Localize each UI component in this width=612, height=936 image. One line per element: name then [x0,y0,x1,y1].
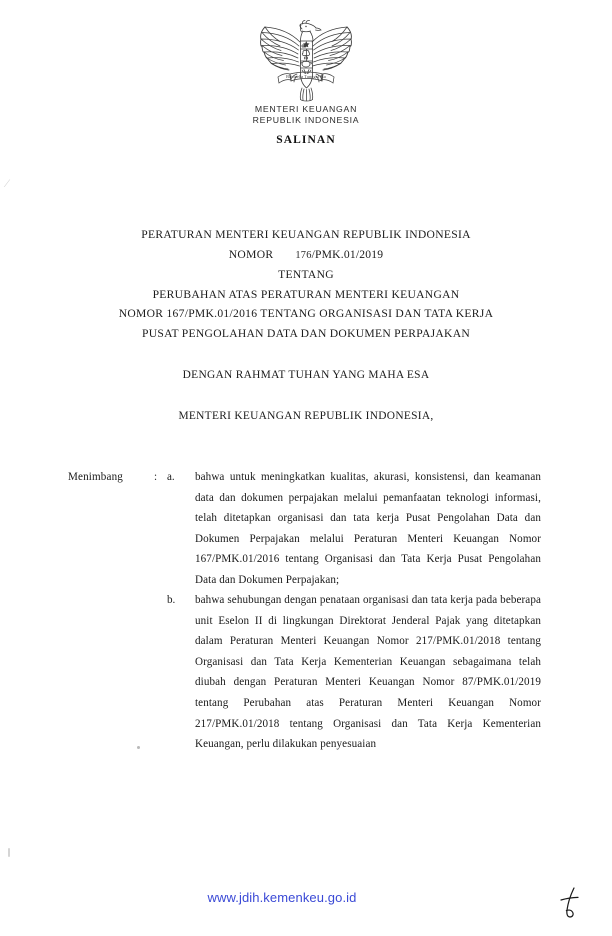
scan-speck-artifact [8,848,10,857]
authority-line: MENTERI KEUANGAN REPUBLIK INDONESIA, [178,410,434,422]
title-line-4: PERUBAHAN ATAS PERATURAN MENTERI KEUANGAN [152,287,460,301]
copy-stamp: SALINAN [276,134,336,146]
title-line-1: PERATURAN MENTERI KEUANGAN REPUBLIK INDONESIA [141,228,471,241]
nomor-label: NOMOR [228,247,274,261]
scan-edge-artifact: ⁄ [6,176,9,190]
considering-text-a: bahwa untuk meningkatkan kualitas, akurasi, konsistensi, dan keamanan data dan dokumen perpajakan melalui pemanfaatan teknologi informasi, telah ditetapkan organisasi dan tata kerja Pusat Pengolahan Data dan Dokumen Perpajakan melalui Peraturan Menteri Keuangan Nomor 167/PMK.01/2016 tentang Organisasi dan Tata Kerja Pusat Pengolahan Data dan Dokumen Perpajakan; [195,471,541,586]
nomor-suffix: /PMK.01/2019 [311,247,384,261]
handwritten-initial-mark [558,886,584,920]
title-line-6: PUSAT PENGOLAHAN DATA DAN DOKUMEN PERPAJAKAN [142,326,470,340]
ministry-header [0,104,612,127]
nomor-number: 176 [295,249,312,261]
considering-colon: : [154,471,158,483]
regulation-title-block [50,225,562,344]
considering-item-b [68,590,541,754]
title-nomor-line [50,245,562,266]
ministry-line-1: MENTERI KEUANGAN [254,104,358,114]
invocation-line: DENGAN RAHMAT TUHAN YANG MAHA ESA [182,369,430,381]
considering-marker-a: a. [167,471,175,483]
considering-item-a [68,467,541,590]
considering-marker-b: b. [167,594,176,607]
considering-label: Menimbang [68,471,123,483]
considering-text-b: bahwa sehubungan dengan penataan organisasi dan tata kerja pada beberapa unit Eselon II di lingkungan Direktorat Jenderal Pajak yang ditetapkan dalam Peraturan Menteri Keuangan Nomor 217/PMK.01/2018 tentang Organisasi dan Tata Kerja Kementerian Keuangan sebagaimana telah diubah dengan Peraturan Menteri Keuangan Nomor 87/PMK.01/2019 tentang Perubahan atas Peraturan Menteri Keuangan Nomor 217/PMK.01/2018 tentang Organisasi dan Tata Kerja Kementerian Keuangan, perlu dilakukan penyesuaian [195,594,541,751]
considering-section [68,467,541,755]
footer-url[interactable] [0,890,612,905]
emblem-container [0,18,612,102]
footer-url-text[interactable]: www.jdih.kemenkeu.go.id [207,890,357,905]
garuda-pancasila-emblem [254,18,358,102]
title-line-5: NOMOR 167/PMK.01/2016 TENTANG ORGANISASI DAN TATA KERJA [118,307,494,321]
svg-text:Bhinneka Tunggal Ika: Bhinneka Tunggal Ika [286,74,326,79]
ministry-line-2: REPUBLIK INDONESIA [252,115,360,126]
title-line-3: TENTANG [278,268,334,282]
